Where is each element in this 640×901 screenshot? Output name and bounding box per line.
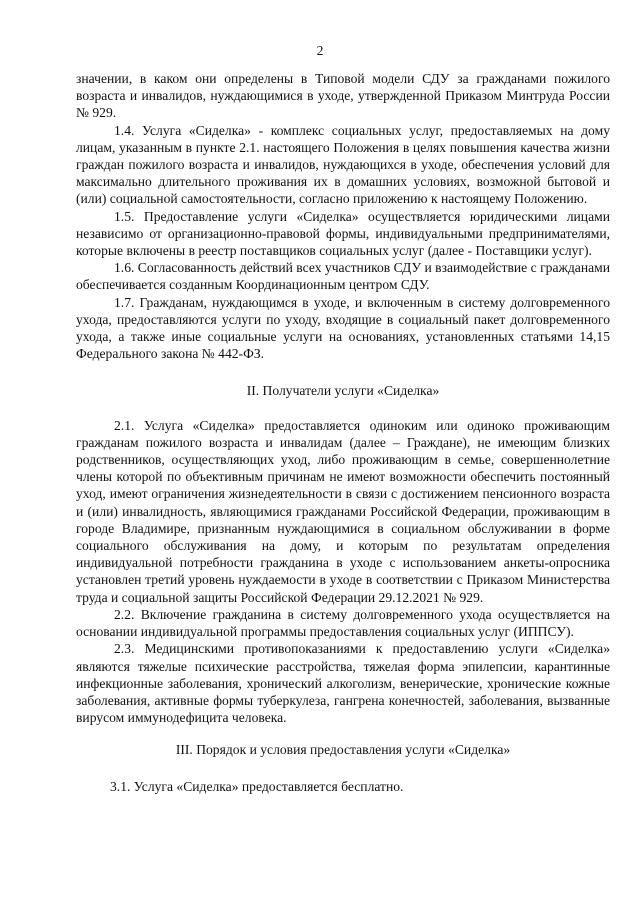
page-number: 2 [316, 43, 324, 58]
section-heading-3: III. Порядок и условия предоставления услуги «Сиделка» [175, 742, 511, 758]
paragraph-1-5: 1.5. Предоставление услуги «Сиделка» осуществляется юридическими лицами независимо от организационно-правовой формы, индивидуальными предпринимателями, которые включены в реестр поставщиков социальных услуг (далее - Поставщики услуг). [76, 208, 610, 259]
section-heading-2: II. Получатели услуги «Сиделка» [246, 383, 440, 399]
document-body [76, 70, 610, 795]
paragraph-3-1: 3.1. Услуга «Сиделка» предоставляется бесплатно. [110, 778, 404, 794]
paragraph-1-4: 1.4. Услуга «Сиделка» - комплекс социальных услуг, предоставляемых на дому лицам, указанным в пункте 2.1. настоящего Положения в целях повышения качества жизни граждан пожилого возраста и инвалидов, нуждающихся в уходе, обеспечения условий для максимально длительного проживания их в домашних условиях, возможной бытовой и (или) социальной самостоятельности, согласно приложению к настоящему Положению. [76, 122, 610, 207]
paragraph-1-6: 1.6. Согласованность действий всех участников СДУ и взаимодействие с гражданами обеспечивается созданным Координационным центром СДУ. [76, 260, 610, 293]
paragraph-2-1: 2.1. Услуга «Сиделка» предоставляется одиноким или одиноко проживающим гражданам пожилого возраста и инвалидам (далее – Граждане), не имеющим близких родственников, осуществляющих уход, либо проживающим в семье, совершеннолетние члены которой по объективным причинам не имеют возможности обеспечить постоянный уход, имеют ограничения жизнедеятельности в связи с достижением пенсионного возраста и (или) инвалидность, являющимися гражданами Российской Федерации, проживающим в городе Владимире, признанным нуждающимися в социальном обслуживании в форме социального обслуживания на дому, и которым по результатам определения индивидуальной потребности гражданина в уходе с использованием анкеты-опросника установлен третий уровень нуждаемости в уходе в соответствии с Приказом Министерства труда и социальной защиты Российской Федерации 29.12.2021 № 929. [76, 417, 610, 605]
paragraph-1-7: 1.7. Гражданам, нуждающимся в уходе, и включенным в систему долговременного ухода, предоставляются услуги по уходу, входящие в социальный пакет долговременного ухода, а также иные социальные услуги на основаниях, установленных статьями 14,15 Федерального закона № 442-ФЗ. [76, 294, 610, 362]
paragraph-continuation: значении, в каком они определены в Типовой модели СДУ за гражданами пожилого возраста и инвалидов, нуждающимися в уходе, утвержденной Приказом Минтруда России № 929. [76, 71, 610, 121]
paragraph-2-3: 2.3. Медицинскими противопоказаниями к предоставлению услуги «Сиделка» являются тяжелые психические расстройства, тяжелая форма эпилепсии, карантинные инфекционные заболевания, хронический алкоголизм, венерические, хронические кожные заболевания, активные формы туберкулеза, гангрена конечностей, заболевания, вызванные вирусом иммунодефицита человека. [76, 641, 610, 726]
paragraph-2-2: 2.2. Включение гражданина в систему долговременного ухода осуществляется на основании индивидуальной программы предоставления социальных услуг (ИППСУ). [76, 606, 610, 640]
